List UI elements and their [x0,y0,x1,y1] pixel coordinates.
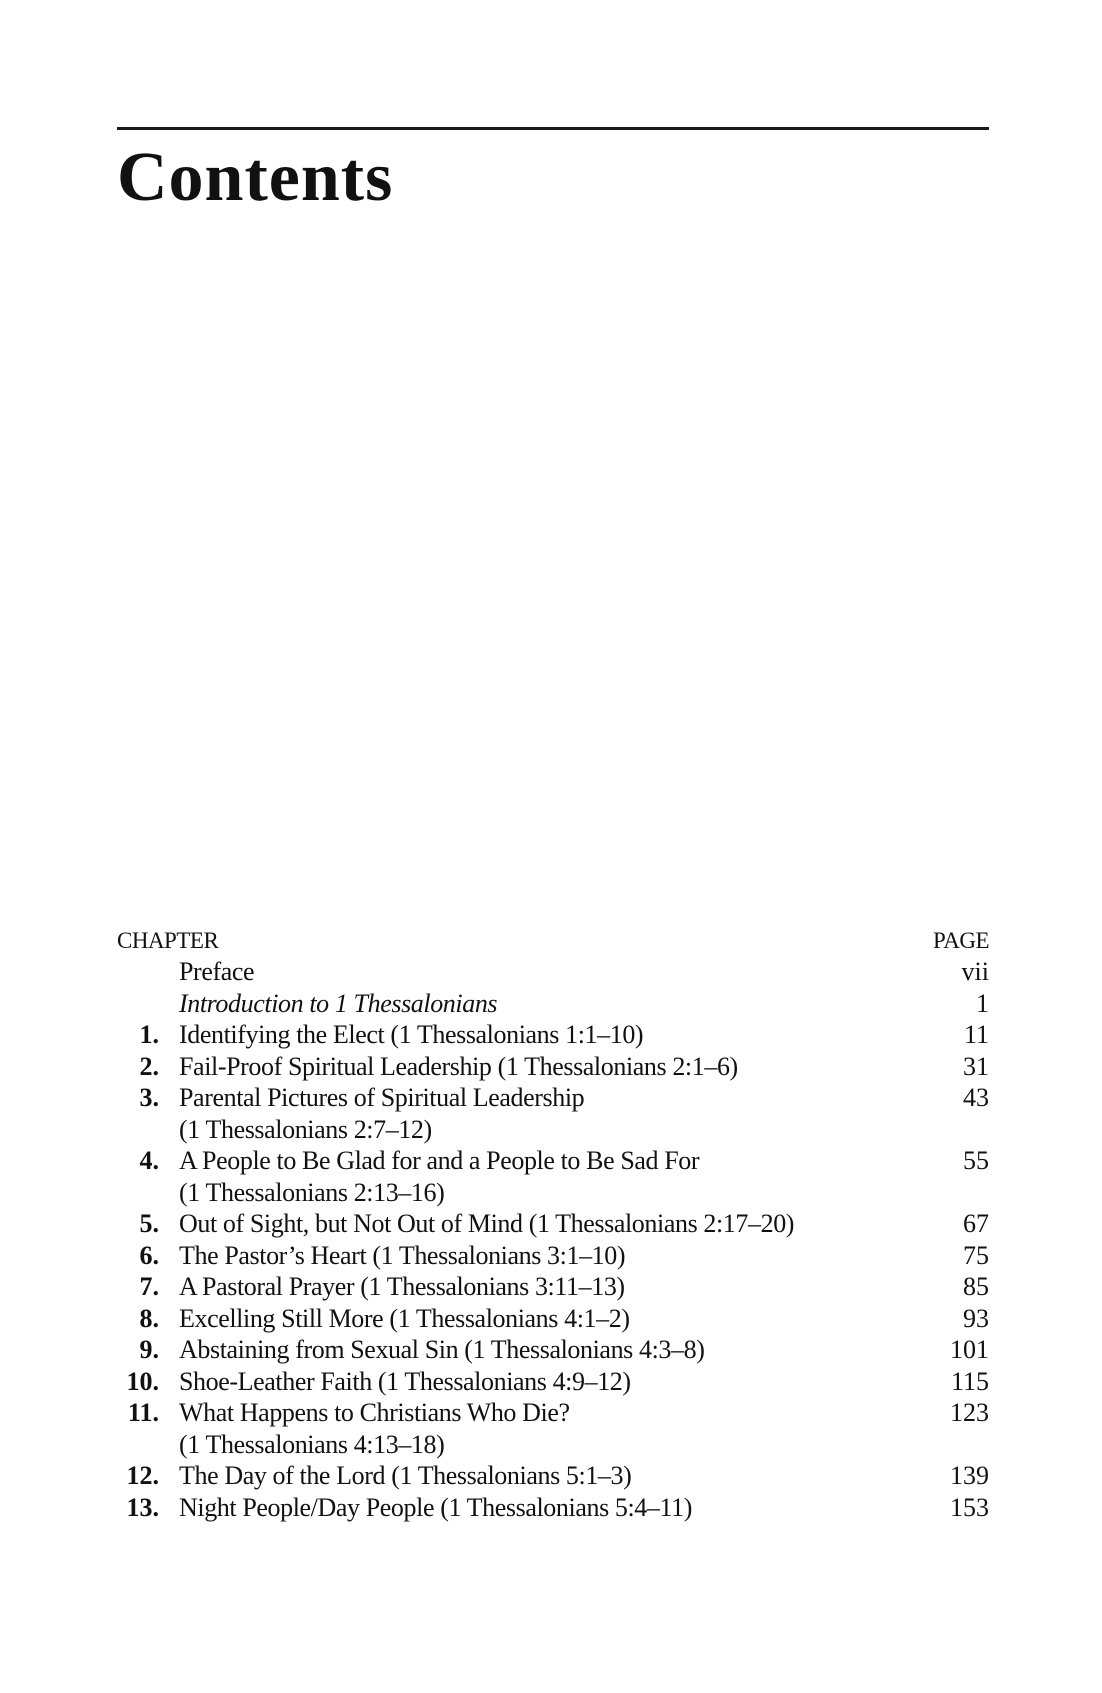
chapter-number: 9. [139,1335,159,1364]
toc-entry[interactable] [117,1303,989,1335]
toc-entry[interactable] [117,1271,989,1303]
toc-entry[interactable] [117,1366,989,1398]
page-number: 67 [963,1209,989,1238]
page-title: Contents [117,139,394,216]
chapter-title: Excelling Still More (1 Thessalonians 4:1–2) [179,1303,630,1333]
toc-entry[interactable] [117,1208,989,1240]
chapter-number: 1. [139,1020,159,1049]
chapter-number: 11. [127,1398,159,1427]
chapter-title: Fail-Proof Spiritual Leadership (1 Thessalonians 2:1–6) [179,1051,738,1081]
chapter-title: Parental Pictures of Spiritual Leadership [179,1083,585,1112]
chapter-title-block [159,1397,909,1460]
chapter-title: Identifying the Elect (1 Thessalonians 1:1–10) [179,1020,644,1049]
chapter-column-label: CHAPTER [117,928,219,953]
chapter-title: Introduction to 1 Thessalonians [179,988,498,1018]
chapter-title: Abstaining from Sexual Sin (1 Thessalonians 4:3–8) [179,1335,705,1364]
toc-entry[interactable] [117,1051,989,1083]
chapter-number: 6. [139,1240,159,1270]
chapter-number: 2. [139,1051,159,1081]
chapter-title: The Pastor’s Heart (1 Thessalonians 3:1–10) [179,1240,626,1270]
page-number: 123 [950,1398,989,1427]
page-number: 75 [963,1240,989,1270]
page-number: 115 [950,1366,989,1396]
page-number: 31 [963,1051,989,1081]
chapter-title-continuation: (1 Thessalonians 2:7–12) [179,1114,432,1144]
chapter-number: 5. [139,1209,159,1238]
toc-entry[interactable] [117,1240,989,1272]
chapter-title: A People to Be Glad for and a People to Be Sad For [179,1146,700,1175]
chapter-title: Shoe-Leather Faith (1 Thessalonians 4:9–12) [179,1366,631,1396]
chapter-number: 3. [139,1083,159,1112]
page-number: 153 [950,1492,989,1522]
chapter-number: 7. [139,1272,159,1301]
chapter-number: 8. [139,1303,159,1333]
page-number: vii [961,957,989,986]
toc-entry[interactable] [117,1460,989,1492]
page-column-label: PAGE [933,928,989,953]
chapter-title-block [159,1082,909,1145]
chapter-title: The Day of the Lord (1 Thessalonians 5:1–3) [179,1461,632,1490]
chapter-number: 12. [126,1461,159,1490]
chapter-title-continuation: (1 Thessalonians 2:13–16) [179,1177,445,1207]
page-number: 43 [963,1083,989,1112]
toc-entry[interactable] [117,1492,989,1524]
chapter-title: What Happens to Christians Who Die? [179,1398,570,1427]
page-number: 93 [963,1303,989,1333]
toc-entry[interactable] [117,1082,989,1145]
chapter-title: Preface [179,957,255,986]
chapter-title-block [159,1145,909,1208]
page-number: 101 [950,1335,989,1364]
page-number: 11 [963,1020,989,1049]
chapter-number: 10. [126,1366,159,1396]
header-rule [117,127,989,130]
page-number: 85 [963,1272,989,1301]
page-number: 1 [976,988,989,1018]
chapter-title: Night People/Day People (1 Thessalonians 5:4–11) [179,1492,693,1522]
page-number: 55 [963,1146,989,1175]
toc-header [117,925,989,956]
chapter-number: 13. [126,1492,159,1522]
table-of-contents [117,925,989,1523]
toc-entry[interactable] [117,1145,989,1208]
toc-entry[interactable] [117,1397,989,1460]
chapter-title: A Pastoral Prayer (1 Thessalonians 3:11–13) [179,1272,625,1301]
chapter-number: 4. [139,1146,159,1175]
toc-entry[interactable] [117,1334,989,1366]
chapter-title: Out of Sight, but Not Out of Mind (1 Thessalonians 2:17–20) [179,1209,795,1238]
chapter-title-continuation: (1 Thessalonians 4:13–18) [179,1429,445,1459]
toc-entry[interactable] [117,1019,989,1051]
page-number: 139 [950,1461,989,1490]
toc-entry[interactable] [117,956,989,988]
toc-entry[interactable] [117,988,989,1020]
